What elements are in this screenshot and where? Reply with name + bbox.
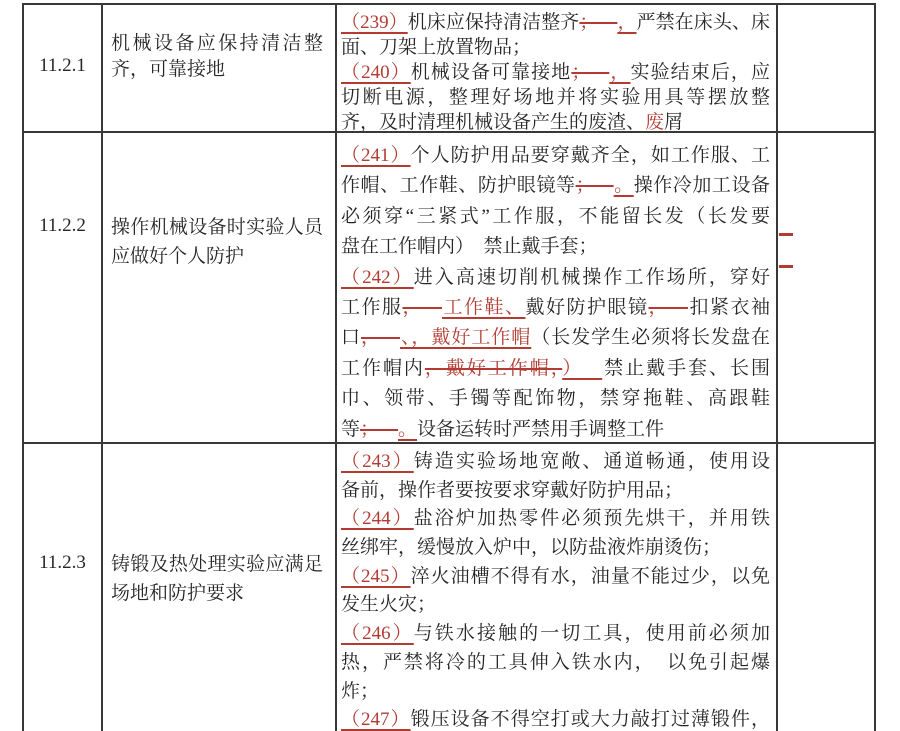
safety-requirements-table xyxy=(22,3,876,731)
body-text: 切断电源，整理好场地并将实验用具等摆放整 xyxy=(341,87,770,108)
text-line xyxy=(111,213,323,242)
body-text: 盐浴炉加热零件必须预先烘干，并用铁 xyxy=(413,508,770,530)
inserted-text: （245） xyxy=(341,565,411,587)
body-text: 淬火油槽不得有水，油量不能过少，以免 xyxy=(410,565,770,587)
text-line xyxy=(341,477,770,506)
body-text: 场地和防护要求 xyxy=(111,583,245,604)
text-line xyxy=(341,678,770,707)
details-cell xyxy=(337,444,778,731)
text-line xyxy=(111,57,323,83)
text-line xyxy=(111,242,323,271)
text-line xyxy=(341,141,770,171)
text-line xyxy=(341,171,770,201)
requirement-cell xyxy=(103,5,337,131)
table-row xyxy=(24,444,874,731)
body-text: 进入高速切削机械操作工作场所，穿好 xyxy=(413,266,770,288)
inserted-text: （247） xyxy=(341,709,411,731)
body-text: 工作服 xyxy=(341,296,403,318)
body-text: 必须穿“三紧式”工作服，不能留长发（长发要 xyxy=(341,205,770,227)
inserted-text: 废 xyxy=(645,112,665,131)
requirement-cell xyxy=(103,444,337,731)
body-text: 个人防护用品要穿戴齐全，如工作服、工 xyxy=(410,145,770,166)
table-row xyxy=(24,133,874,444)
body-text: 禁止戴手套、长围 xyxy=(602,357,770,379)
text-line xyxy=(341,563,770,592)
body-text: 屑 xyxy=(664,112,684,131)
body-text: 机械设备应保持清洁整 xyxy=(111,33,323,54)
body-text: 备前，操作者要按要求穿戴好防护用品； xyxy=(341,479,684,501)
body-text: 与铁水接触的一切工具，使用前必须加 xyxy=(413,623,770,645)
inserted-text: （242） xyxy=(341,266,414,288)
clause-number-cell xyxy=(24,5,103,131)
text-line xyxy=(341,505,770,534)
remarks-cell xyxy=(778,444,874,731)
details-cell xyxy=(337,133,778,442)
deleted-text: ； xyxy=(575,175,614,197)
inserted-text: 。 xyxy=(613,175,634,197)
remarks-cell xyxy=(778,133,874,442)
body-text: 发生火灾； xyxy=(341,594,437,616)
body-text: 应做好个人防护 xyxy=(111,246,245,267)
details-cell xyxy=(337,5,778,131)
text-line xyxy=(341,354,770,384)
text-line xyxy=(341,591,770,620)
body-text: 炸； xyxy=(341,680,380,702)
body-text: 等 xyxy=(341,418,361,440)
inserted-text: 工作鞋、 xyxy=(442,296,526,318)
body-text: 实验结束后，应 xyxy=(630,62,770,83)
clause-number: 11.2.2 xyxy=(39,215,86,236)
body-text: 盘在工作帽内） 禁止戴手套； xyxy=(341,236,598,258)
text-line xyxy=(341,202,770,232)
inserted-text: （240） xyxy=(341,62,411,83)
revision-dash-mark xyxy=(779,233,793,236)
body-text: 戴好防护眼镜 xyxy=(525,296,649,318)
inserted-text: ， xyxy=(617,12,637,33)
text-line xyxy=(341,10,770,35)
body-text: 机械设备可靠接地 xyxy=(410,62,572,83)
remarks-cell xyxy=(778,5,874,131)
text-line xyxy=(111,31,323,57)
text-line xyxy=(341,232,770,262)
body-text: 扣紧衣袖 xyxy=(687,296,770,318)
body-text: 操作冷加工设备 xyxy=(633,175,770,197)
body-text: 设备运转时严禁用手调整工件 xyxy=(417,418,665,440)
table-row xyxy=(24,5,874,133)
body-text: 热，严禁将冷的工具伸入铁水内， 以免引起爆 xyxy=(341,651,770,673)
text-line xyxy=(341,263,770,293)
deleted-text: ； xyxy=(571,62,610,83)
body-text: （长发学生必须将长发盘在 xyxy=(531,327,770,349)
text-line xyxy=(341,649,770,678)
inserted-text: ） xyxy=(562,357,603,379)
body-text: 操作机械设备时实验人员 xyxy=(111,217,323,238)
body-text: 面、刀架上放置物品； xyxy=(341,37,532,58)
text-line xyxy=(341,415,770,442)
text-line xyxy=(341,323,770,353)
deleted-text: ， xyxy=(402,296,442,318)
text-line xyxy=(341,534,770,563)
inserted-text: （243） xyxy=(341,451,414,472)
deleted-text: ； xyxy=(360,418,399,440)
clause-number-cell xyxy=(24,133,103,442)
body-text: 锻压设备不得空打或大力敲打过薄锻件， xyxy=(410,709,770,731)
text-line xyxy=(341,110,770,131)
body-text: 铸造实验场地宽敞、通道畅通，使用设 xyxy=(413,451,770,472)
inserted-text: （244） xyxy=(341,508,414,530)
body-text: 齐，及时清理机械设备产生的废渣、 xyxy=(341,112,646,131)
body-text: 机床应保持清洁整齐 xyxy=(407,12,580,33)
text-line xyxy=(111,579,323,608)
text-line xyxy=(341,35,770,60)
body-text: 严禁在床头、床 xyxy=(636,12,770,33)
inserted-text: 。 xyxy=(398,418,418,440)
text-line xyxy=(111,550,323,579)
deleted-text: ， xyxy=(648,296,688,318)
body-text: 口 xyxy=(341,327,361,349)
body-text: 铸锻及热处理实验应满足 xyxy=(111,554,323,575)
text-line xyxy=(341,293,770,323)
clause-number: 11.2.1 xyxy=(39,55,86,76)
text-line xyxy=(341,706,770,731)
body-text: 丝绑牢，缓慢放入炉中，以防盐液炸崩烫伤； xyxy=(341,537,722,559)
text-line xyxy=(341,60,770,85)
inserted-text: 、，戴好工作帽 xyxy=(399,327,532,349)
text-line xyxy=(341,384,770,414)
text-line xyxy=(341,620,770,649)
inserted-text: ， xyxy=(609,62,631,83)
revision-dash-mark xyxy=(779,265,793,268)
body-text: 齐，可靠接地 xyxy=(111,59,226,80)
body-text: 作帽、工作鞋、防护眼镜等 xyxy=(341,175,576,197)
deleted-text: ， xyxy=(360,327,400,349)
inserted-text: （246） xyxy=(341,623,414,645)
clause-number: 11.2.3 xyxy=(39,552,86,573)
inserted-text: （239） xyxy=(341,12,408,33)
deleted-text: ，戴好工作帽， xyxy=(424,357,563,379)
text-line xyxy=(341,448,770,477)
inserted-text: （241） xyxy=(341,145,411,166)
clause-number-cell xyxy=(24,444,103,731)
text-line xyxy=(341,85,770,110)
requirement-cell xyxy=(103,133,337,442)
deleted-text: ； xyxy=(579,12,618,33)
body-text: 巾、领带、手镯等配饰物，禁穿拖鞋、高跟鞋 xyxy=(341,388,770,410)
body-text: 工作帽内 xyxy=(341,357,425,379)
